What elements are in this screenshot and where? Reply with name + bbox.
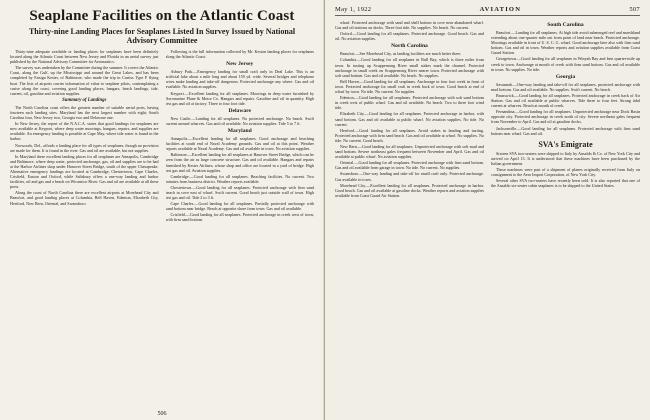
paragraph: Following is the full information collected by Mr. Keston landing places for seaplanes along the Atlantic Coast.	[165, 49, 314, 60]
paragraph: Swansboro.—One-way landing and take-off for small craft only. Protected anchorage. Gas available in town.	[335, 171, 484, 182]
section-heading: South Carolina	[547, 22, 584, 28]
paragraph: The North Carolina coast offers the greatest number of suitable aerial ports, having fourteen such landing sites. Maryland has the next largest number with eight; South Carolina four, New Jersey two, Georgia two and Delaware one.	[10, 104, 159, 121]
paragraph: Bell Haven.—Good landing for all seaplanes. Anchorage in four foot creek in front of town. Protected anchorage for small craft in creek back of town. Good beach at end of wharf by town. No tide. No current. No supplies.	[335, 78, 484, 95]
paragraph: Georgetown.—Good landing for all seaplanes in Winyah Bay and best quarter-mile up creek to town. Anchorage at mouth of creek with firm sand bottom. Gas and oil available in town. No supplies. No tide.	[491, 56, 640, 72]
paragraph: Along the coast of North Carolina there are excellent airports at Morehead City and Beaufort, and good landing places at Columbia, Bell Haven, Edenton, Elizabeth City, Hertford, New Bern, Oriental, and Swansboro.	[10, 190, 159, 206]
header-magazine-name: AVIATION	[479, 6, 522, 13]
paragraph: Elizabeth City.—Good landing for all seaplanes. Protected anchorage in harbor, with sand bottom. Gas and oil available at public wharf. No aviation supplies. No tide. No current.	[335, 111, 484, 127]
paragraph: The survey was undertaken by the Committee during the summer. It covers the Atlantic Coast, along the Gulf, up the Mississippi and around the Great Lakes, and has been completed by Ensign Kester, of Baltimore, who made the trip in Curtiss Type F flying boat. The lists of airports carries information of value to seaplane pilots, contemplating a cruise along the coast, covering good landing places, hangars, beach landings, tide, current, oil, gasoline and aviation supplies.	[10, 65, 159, 96]
paragraph: New Bern.—Good landing for all seaplanes. Unprotected anchorage with soft mud and sand bottom. Severe northeast gales frequent between November and April. Gas and oil available at public wharf. No aviation supplies.	[335, 143, 484, 160]
paragraph: Hertford.—Good landing for all seaplanes. Avoid stakes in landing and taxiing. Protected anchorage with firm sand beach. Gas and oil available at wharf. No supplies. No tide. No current. Good beach.	[335, 127, 484, 143]
paragraph: Beaufort.—See Morehead City, as landing facilities are much better there.	[340, 51, 462, 57]
left-column-1	[10, 49, 159, 397]
section-heading: Georgia	[555, 73, 576, 80]
header-date: May 1, 1922	[335, 6, 372, 13]
paragraph: Annapolis.—Excellent landing for all seaplanes. Good anchorage and beaching facilities at south end of Naval Academy grounds. Gas and oil at this point. Weather reports available at Naval Academy. Gas and oil available in town. No aviation supplies.	[165, 136, 314, 152]
right-page-columns	[335, 20, 640, 412]
right-page	[325, 0, 650, 420]
paragraph: Jacksonville.—Good landing for all seaplanes. Protected anchorage with firm sand bottom near wharf. Gas and oil.	[491, 125, 640, 136]
paragraph: These machines were part of a shipment of planes originally received from Italy on consignment to the Aero Import Corporation, of New York City.	[491, 166, 640, 178]
paragraph: Edenton.—Good landing for all seaplanes. Protected anchorage with soft sand bottom in creek west of public wharf. Gas and oil available. No beach. Two to three foot wind tide.	[335, 95, 484, 111]
paragraph: Sixteen SVA two-seaters were shipped to Italy by Ansaldo & Co. of New York City and arrived on April 13. It is understood that these machines have been purchased by the Italian government.	[491, 150, 640, 166]
paragraph: Morehead City.—Excellent landing for all seaplanes. Protected anchorage in harbor. Good beach. Gas and oil available at gasoline docks. Weather reports and aviation supplies available from Coast Guard Air Station.	[335, 182, 484, 198]
paragraph: In New Jersey, the report of the N.A.C.A. states that good landings for seaplanes are now available at Keyport, where deep water moorings, hangars, repairs, and supplies are available. An emergency landing is possible at Cape May, where tide water is found in the harbor.	[10, 121, 159, 142]
paragraph: Chestertown.—Good landing for all seaplanes. Protected anchorage with firm sand beach in cove east of wharf. Swift current. Good beach just outside wall of town. High test gas and oil. Tide 2 to 3 ft.	[165, 184, 314, 201]
article-subtitle: Thirty-nine Landing Places for Seaplanes Listed In Survey Issued by National Advisory Committee	[28, 27, 296, 45]
paragraph: Cambridge.—Good landing for all seaplanes. Beaching facilities. No current. Two minutes from business district. Weather reports available.	[165, 173, 314, 184]
section-heading: Delaware	[228, 107, 252, 114]
running-header	[335, 6, 640, 16]
paragraph: Cape Charles.—Good landing for all seaplanes. Partially protected anchorage with sand bottom near bridge. Beach at opposite shore from town. Gas and oil available.	[165, 201, 314, 212]
paragraph: Keyport.—Excellent landing for all seaplanes. Moorings in deep water furnished by Aeromarine Plane & Motor Co. Hangars and repairs. Gasoline and oil in quantity. High test gas and oil at factory. Three to four foot tide.	[165, 90, 314, 106]
section-heading: Maryland	[227, 128, 252, 135]
paragraph: In Maryland these excellent landing places for all seaplanes are Annapolis, Cambridge and Baltimore, where deep water, protected anchorage, gas, oil and supplies are to be had at the Harbor Airlines shop under Hanover Street Bridge, south of the upper Chesapeake. Alternative emergency landings are located at Cambridge, Chestertown, Cape Charles, Crisfield, Easton and Oxford, while Salisbury offers a one-way landing and harbor facilities, oil and gas and a beach on Wicomico River. Gas and oil are available at all these ports.	[10, 153, 159, 190]
section-heading: New Jersey	[226, 61, 254, 68]
left-column-2	[166, 49, 315, 397]
paragraph: Oriental.—Good landing for all seaplanes. Protected anchorage with firm sand bottom. Gas and oil available from garage in town. No tide. No current. No supplies.	[335, 160, 484, 171]
paragraph: wharf. Protected anchorage with sand and shell bottom in cove near abandoned wharf. Gas and oil stations on docks. Three foot tide. No supplies. No beach. No current.	[335, 20, 484, 31]
left-page-columns	[10, 49, 314, 397]
left-page-number: 506	[157, 411, 167, 417]
paragraph: Oxford.—Good landing for all seaplanes. Protected anchorage. Good beach. Gas and oil. No aviation supplies.	[335, 31, 484, 42]
sidebar-article-title: SVA's Emigrate	[538, 139, 593, 149]
paragraph: Columbia.—Good landing for all seaplanes in Bull Bay, which is three miles from town. In taxiing up Scuppernong River small stakes mark the channel. Protected anchorage in small creek on Scuppernong River nearer town. Protected anchorage with soft sand bottom. Gas and oil available. No beach. No supplies.	[335, 57, 484, 78]
right-column-2	[491, 20, 640, 412]
paragraph: Asbury Park.—Emergency landing for small craft only in Deal Lake. This is an artificial lake about a mile long and about 150 yd. wide. Several bridges and telephone wires make landing and take-off dangerous. Protected anchorage any where. Gas and oil available. No aviation supplies.	[165, 69, 314, 90]
paragraph: Brunswick.—Good landing for all seaplanes. Protected anchorage in creek back of Air Station. Gas and oil available at public wharves. Tide three to four feet. Strong tidal current at wharves. Beach at mouth of creek.	[491, 92, 640, 109]
article-title: Seaplane Facilities on the Atlantic Coast	[29, 8, 295, 24]
section-heading: North Carolina	[391, 43, 428, 50]
paragraph: Fernandina.—Good landing for all seaplanes. Unprotected anchorage near Dock Basin opposite city. Protected anchorage in creek north of city. Severe northeast gales frequent from November to April. Gas and oil at gasoline docks.	[491, 109, 640, 125]
paragraph: Baltimore.—Excellent landing for all seaplanes at Hanover Street Bridge, which can be seen from the air as large concrete structure. Gas and oil available. Hangars and repairs furnished by Kester Airlines, whose shop and office are located in a yard of bridge. High test gas and oil. Aviation supplies.	[165, 152, 314, 173]
paragraph: New Castle.—Landing for all seaplanes. No protected anchorage. No beach. Swift current around wharves. Gas and oil available. No aviation supplies. Tide 5 to 7 ft.	[165, 115, 314, 126]
header-page-number: 507	[629, 6, 640, 13]
paragraph: Thirty-nine adequate available or landing places for seaplanes have been definitely located along the Atlantic Coast between New Jersey and Florida in an aerial survey just published by the National Advisory Committee for Aeronautics.	[10, 49, 159, 65]
subsection-heading: Summary of Landings	[62, 97, 107, 103]
paragraph: Several other SVA two-seaters have recently been sold. It is also reported that one of the Ansaldo six-seater cabin seaplanes is to be shipped to the United States.	[491, 178, 640, 189]
right-column-1	[335, 20, 484, 412]
paragraph: Beaufort.—Landing for all seaplanes. At high tide avoid submerged reef and marshland extending about one-quarter mile out from point of land near beach. Protected anchorage. Moorings available in front of U. S. C. G. wharf. Good anchorage here also with firm sand bottom. Gas and oil in town. Weather reports and aviation supplies available from Coast Guard Station.	[491, 30, 640, 56]
paragraph: Norwoods, Del., affords a landing place for all types of seaplanes, though no provision are made for them. It is found in the river. Gas and oil are available, but not supplies.	[10, 142, 159, 153]
paragraph: Savannah.—One-way landing and take-off for all seaplanes, protected anchorage with mud bottom. Gas and oil available. No supplies. Swift current. No beach.	[491, 81, 640, 92]
paragraph: Crisfield.—Good landing for all seaplanes. Protected anchorage in creek west of town, with firm sand bottom.	[165, 212, 314, 223]
